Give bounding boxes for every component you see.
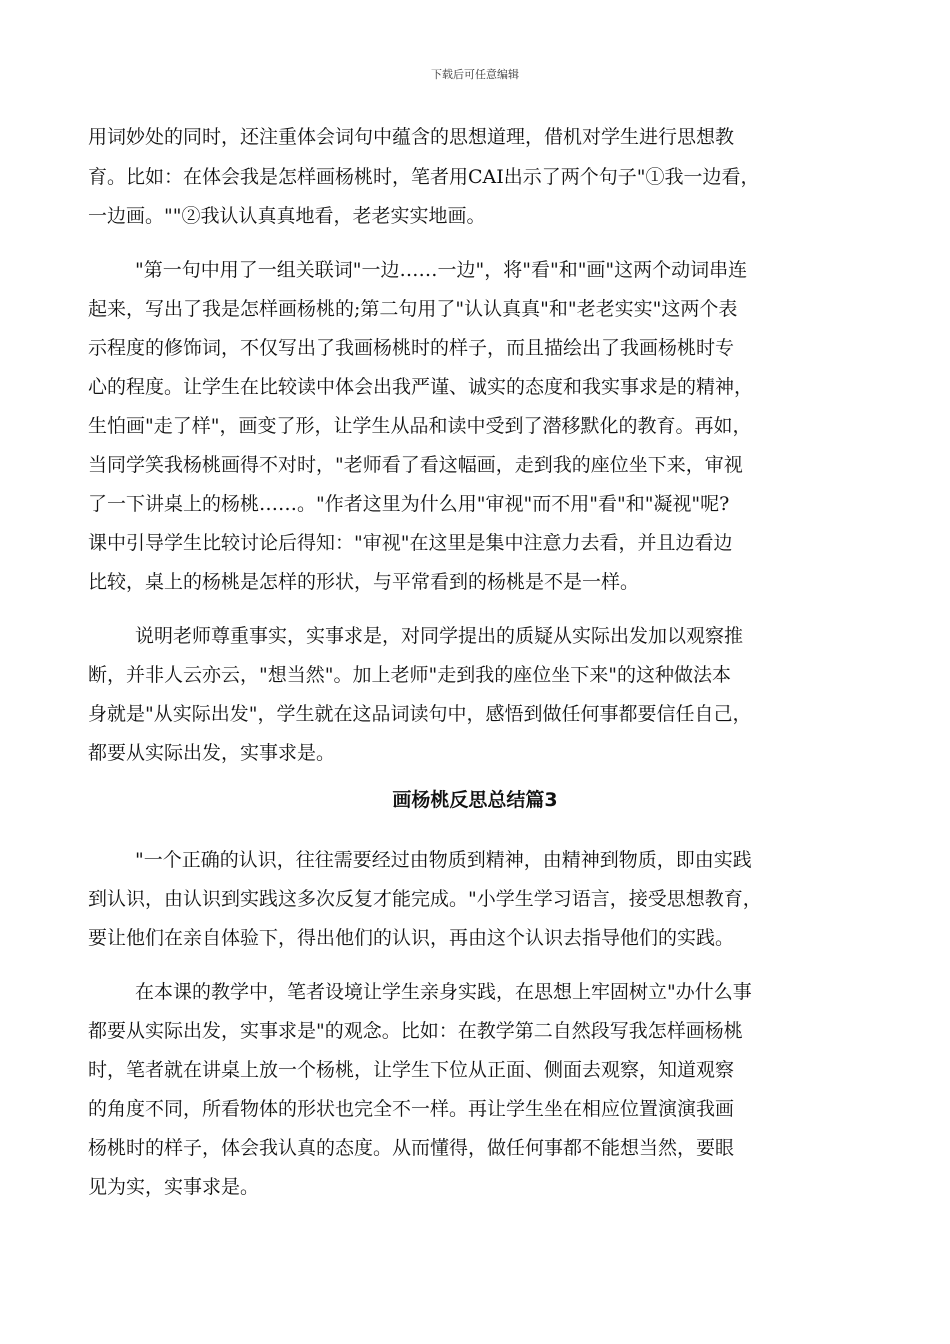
- paragraph-line: 当同学笑我杨桃画得不对时，"老师看了看这幅画，走到我的座位坐下来，审视: [88, 454, 743, 476]
- paragraph-line: 都要从实际出发，实事求是"的观念。比如：在教学第二自然段写我怎样画杨桃: [88, 1020, 743, 1042]
- paragraph-line: 在本课的教学中，笔者设境让学生亲身实践，在思想上牢固树立"办什么事: [135, 981, 752, 1003]
- page-header: 下载后可任意编辑: [431, 68, 519, 81]
- paragraph-line: 用词妙处的同时，还注重体会词句中蕴含的思想道理，借机对学生进行思想教: [88, 126, 735, 148]
- paragraph-line: 课中引导学生比较讨论后得知："审视"在这里是集中注意力去看，并且边看边: [88, 532, 733, 554]
- paragraph-line: 身就是"从实际出发"，学生就在这品词读句中，感悟到做任何事都要信任自己，: [88, 703, 752, 725]
- paragraph-line: "一个正确的认识，往往需要经过由物质到精神，由精神到物质，即由实践: [135, 849, 752, 871]
- paragraph-line: 要让他们在亲自体验下，得出他们的认识，再由这个认识去指导他们的实践。: [88, 927, 735, 949]
- paragraph-line: 育。比如：在体会我是怎样画杨桃时，笔者用CAI出示了两个句子"①我一边看，: [88, 166, 760, 188]
- paragraph-line: 都要从实际出发，实事求是。: [88, 742, 336, 764]
- paragraph-line: 杨桃时的样子，体会我认真的态度。从而懂得，做任何事都不能想当然，要眼: [88, 1137, 735, 1159]
- paragraph-line: 时，笔者就在讲桌上放一个杨桃，让学生下位从正面、侧面去观察，知道观察: [88, 1059, 735, 1081]
- paragraph-line: 断，并非人云亦云，"想当然"。加上老师"走到我的座位坐下来"的这种做法本: [88, 664, 731, 686]
- paragraph-line: 的角度不同，所看物体的形状也完全不一样。再让学生坐在相应位置演演我画: [88, 1098, 735, 1120]
- paragraph-line: 到认识，由认识到实践这多次反复才能完成。"小学生学习语言，接受思想教育，: [88, 888, 762, 910]
- paragraph-line: 一边画。""②我认认真真地看，老老实实地画。: [88, 205, 486, 227]
- paragraph-line: 见为实，实事求是。: [88, 1176, 260, 1198]
- paragraph-line: 示程度的修饰词，不仅写出了我画杨桃时的样子，而且描绘出了我画杨桃时专: [88, 337, 735, 359]
- section-heading: 画杨桃反思总结篇3: [392, 789, 558, 811]
- paragraph-line: 起来，写出了我是怎样画杨桃的;第二句用了"认认真真"和"老老实实"这两个表: [88, 298, 738, 320]
- paragraph-line: 比较，桌上的杨桃是怎样的形状，与平常看到的杨桃是不是一样。: [88, 571, 640, 593]
- paragraph-line: "第一句中用了一组关联词"一边……一边"，将"看"和"画"这两个动词串连: [135, 259, 748, 281]
- paragraph-line: 心的程度。让学生在比较读中体会出我严谨、诚实的态度和我实事求是的精神，: [88, 376, 754, 398]
- paragraph-line: 生怕画"走了样"，画变了形，让学生从品和读中受到了潜移默化的教育。再如，: [88, 415, 752, 437]
- paragraph-line: 说明老师尊重事实，实事求是，对同学提出的质疑从实际出发加以观察推: [135, 625, 744, 647]
- paragraph-line: 了一下讲桌上的杨桃……。"作者这里为什么用"审视"而不用"看"和"凝视"呢?: [88, 493, 730, 515]
